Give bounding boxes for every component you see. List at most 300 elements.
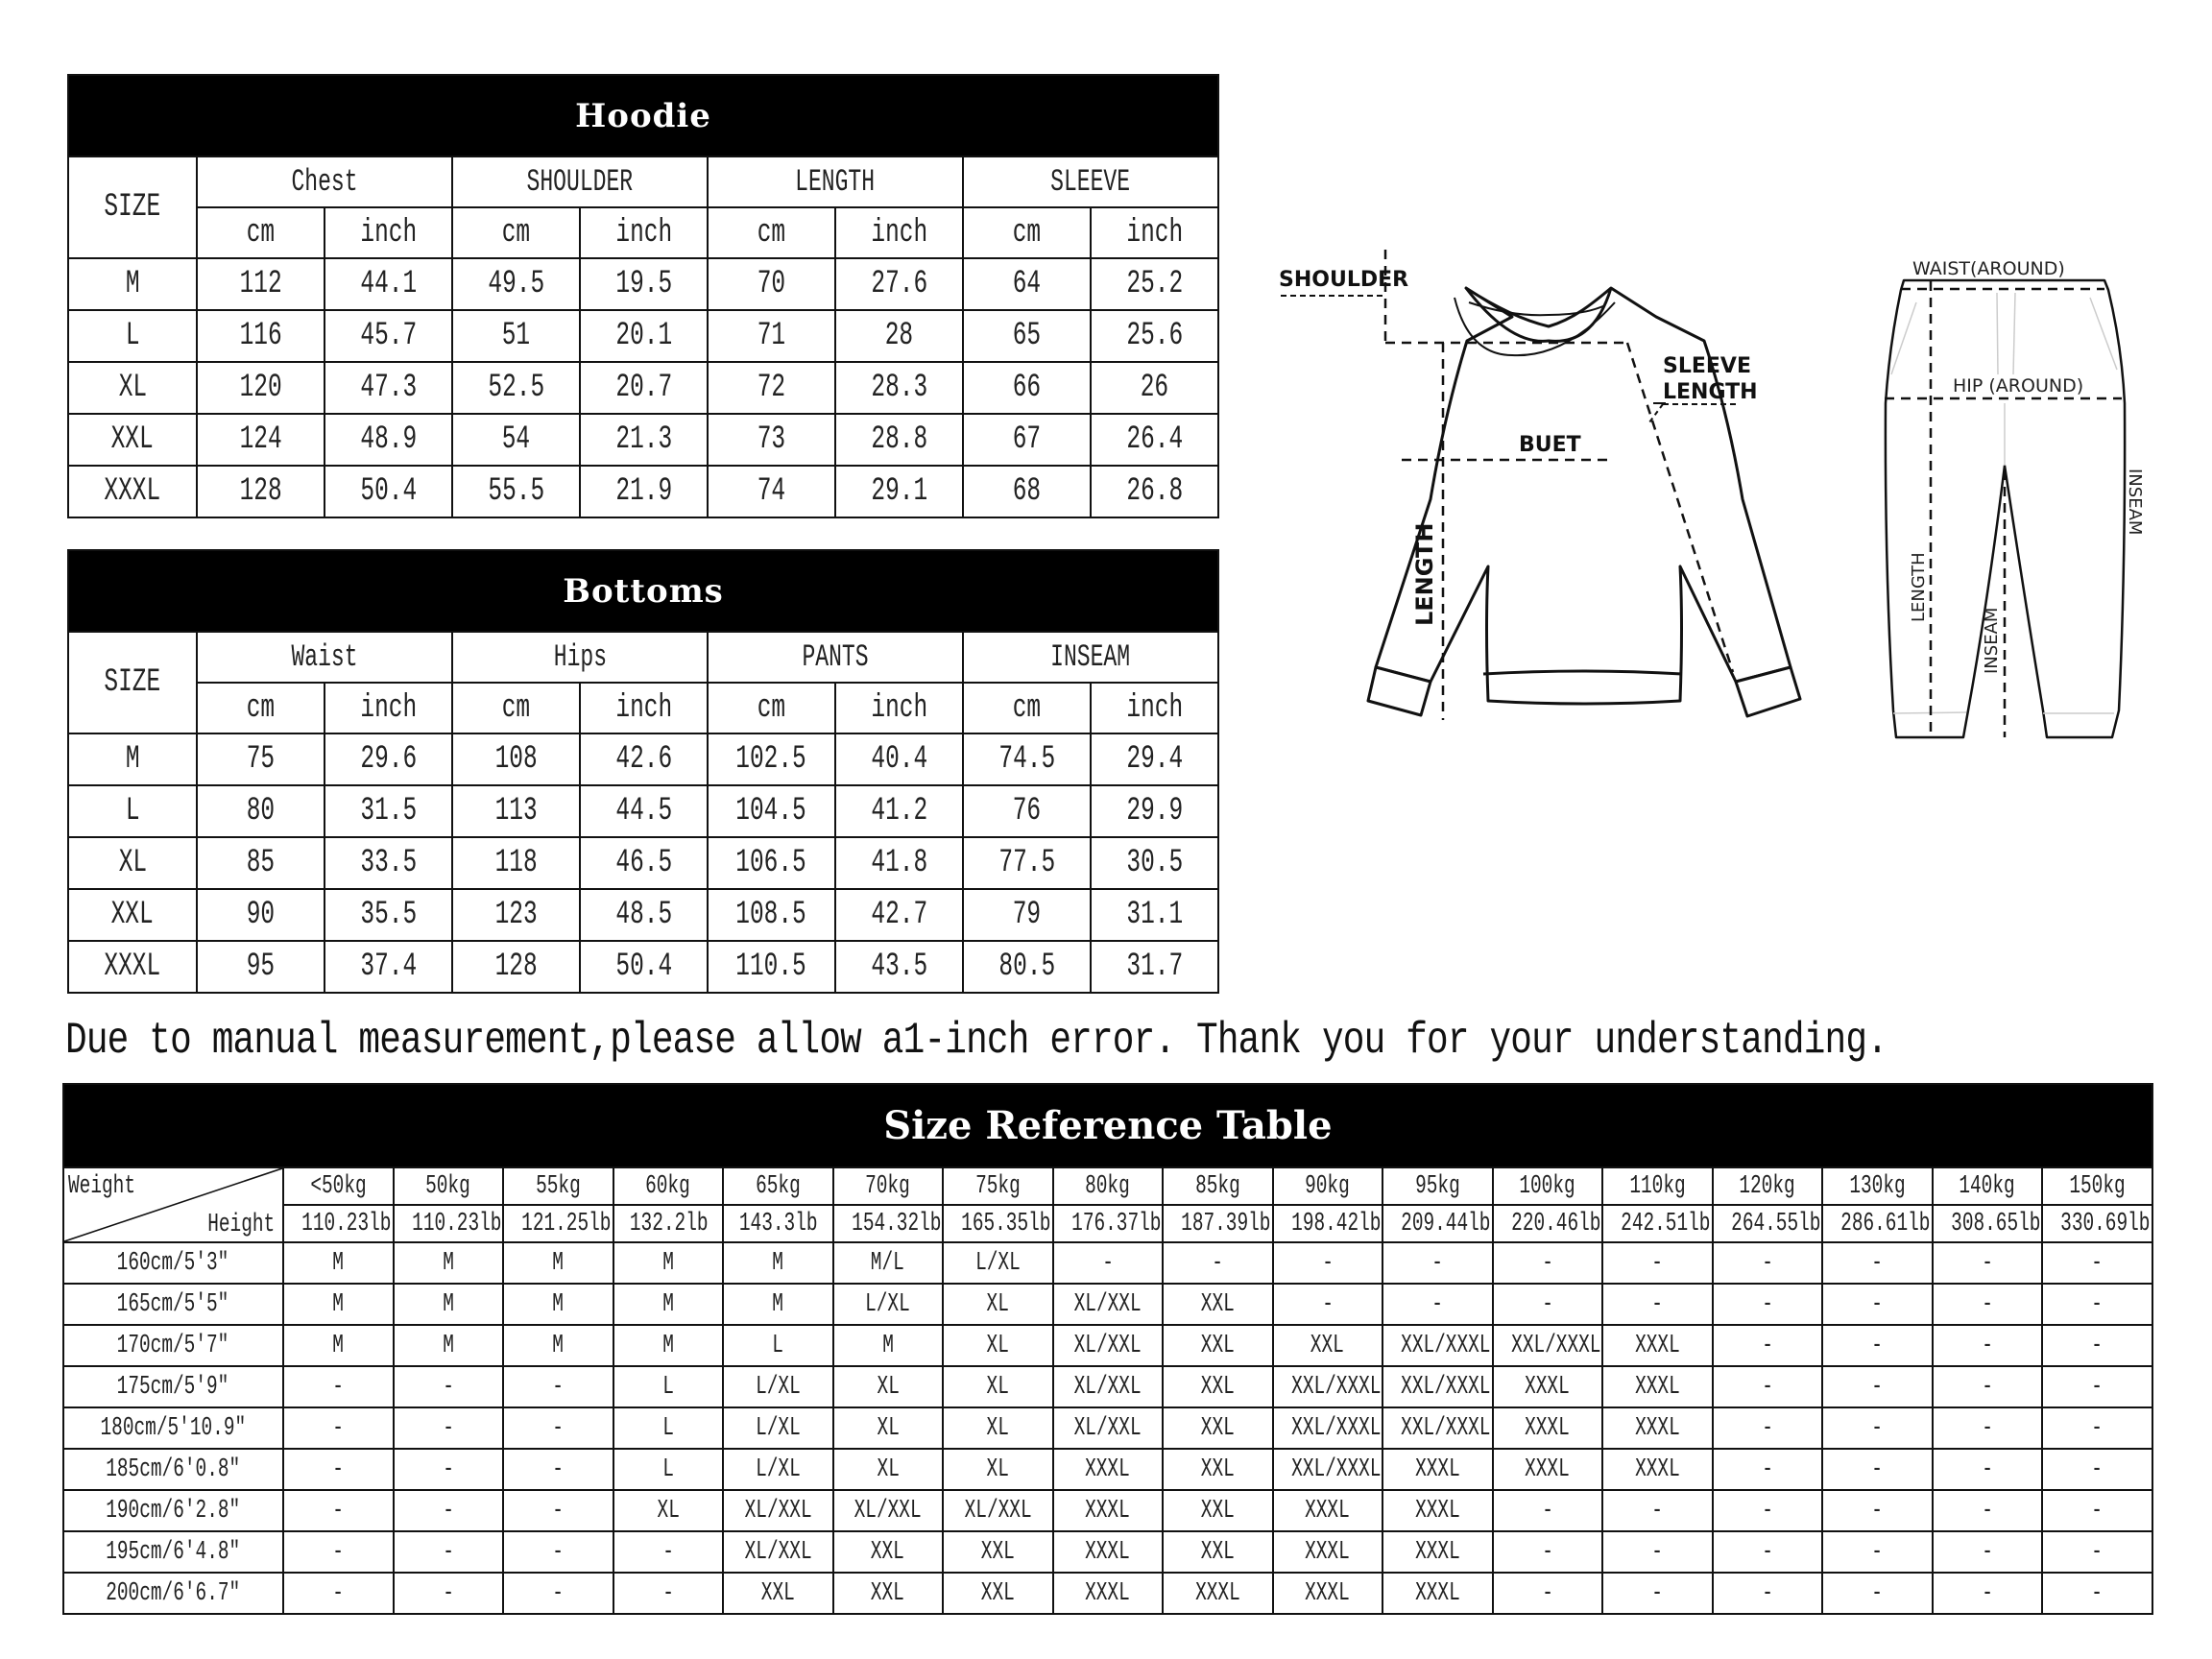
recommended-size-cell: -: [1933, 1325, 2043, 1366]
recommended-size-cell: XL: [943, 1407, 1053, 1449]
recommended-size-cell: XL/XXL: [943, 1490, 1053, 1531]
recommended-size-cell: -: [394, 1449, 504, 1490]
recommended-size-cell: L: [613, 1449, 724, 1490]
recommended-size-cell: M: [394, 1284, 504, 1325]
recommended-size-cell: L: [723, 1325, 833, 1366]
height-cell: 170cm/5'7": [63, 1325, 283, 1366]
recommended-size-cell: XXL: [1163, 1490, 1273, 1531]
table-row: [63, 1366, 2152, 1407]
recommended-size-cell: M: [723, 1284, 833, 1325]
recommended-size-cell: -: [1053, 1242, 1164, 1284]
recommended-size-cell: XL: [833, 1407, 944, 1449]
weight-kg-header: 130kg: [1822, 1167, 1933, 1205]
weight-lb-header: 209.44lb: [1382, 1205, 1493, 1242]
weight-kg-header: 65kg: [723, 1167, 833, 1205]
recommended-size-cell: XXXL: [1273, 1573, 1383, 1614]
recommended-size-cell: XL/XXL: [723, 1531, 833, 1573]
measurement-cell: 108: [452, 733, 580, 785]
measurement-cell: 30.5: [1091, 837, 1218, 889]
recommended-size-cell: M: [503, 1325, 613, 1366]
measurement-cell: 90: [197, 889, 325, 941]
measurement-cell: 25.2: [1091, 258, 1218, 310]
recommended-size-cell: -: [1713, 1242, 1823, 1284]
group-header-hips: Hips: [452, 632, 708, 683]
recommended-size-cell: XL/XXL: [1053, 1366, 1164, 1407]
recommended-size-cell: XXL: [1163, 1366, 1273, 1407]
height-cell: 160cm/5'3": [63, 1242, 283, 1284]
recommended-size-cell: -: [503, 1407, 613, 1449]
recommended-size-cell: XXXL: [1053, 1490, 1164, 1531]
unit-header-cm: cm: [708, 207, 835, 258]
measurement-cell: 50.4: [580, 941, 708, 993]
recommended-size-cell: -: [1273, 1242, 1383, 1284]
table-row: [68, 414, 1218, 466]
recommended-size-cell: -: [1713, 1449, 1823, 1490]
recommended-size-cell: -: [613, 1573, 724, 1614]
recommended-size-cell: -: [283, 1366, 394, 1407]
weight-kg-header: 85kg: [1163, 1167, 1273, 1205]
measurement-cell: 29.9: [1091, 785, 1218, 837]
measurement-cell: 46.5: [580, 837, 708, 889]
recommended-size-cell: -: [503, 1573, 613, 1614]
table-row: [63, 1449, 2152, 1490]
hoodie-table-title: Hoodie: [68, 75, 1218, 156]
table-row: [68, 889, 1218, 941]
label-length: LENGTH: [1411, 522, 1438, 626]
recommended-size-cell: -: [2042, 1284, 2152, 1325]
recommended-size-cell: -: [1713, 1284, 1823, 1325]
recommended-size-cell: XXXL: [1053, 1531, 1164, 1573]
reference-table-title: Size Reference Table: [63, 1084, 2152, 1167]
recommended-size-cell: XXXL: [1053, 1573, 1164, 1614]
measurement-cell: 108.5: [708, 889, 835, 941]
measurement-cell: 21.9: [580, 466, 708, 517]
weight-lb-header: 110.23lb: [283, 1205, 394, 1242]
weight-kg-header: 120kg: [1713, 1167, 1823, 1205]
measurement-cell: 31.7: [1091, 941, 1218, 993]
recommended-size-cell: M: [723, 1242, 833, 1284]
recommended-size-cell: XL/XXL: [1053, 1325, 1164, 1366]
weight-kg-header: 60kg: [613, 1167, 724, 1205]
sweatshirt-measurement-diagram: [1277, 250, 1891, 768]
unit-header-cm: cm: [963, 683, 1091, 733]
measurement-cell: 118: [452, 837, 580, 889]
recommended-size-cell: -: [1822, 1284, 1933, 1325]
recommended-size-cell: -: [1933, 1242, 2043, 1284]
recommended-size-cell: -: [283, 1531, 394, 1573]
recommended-size-cell: -: [1933, 1573, 2043, 1614]
label-hip-around: HIP (AROUND): [1953, 375, 2084, 397]
recommended-size-cell: XXL/XXXL: [1273, 1407, 1383, 1449]
measurement-cell: 27.6: [835, 258, 963, 310]
recommended-size-cell: XXL: [943, 1531, 1053, 1573]
measurement-cell: 44.5: [580, 785, 708, 837]
weight-lb-header: 187.39lb: [1163, 1205, 1273, 1242]
measurement-cell: 106.5: [708, 837, 835, 889]
size-cell: XXXL: [68, 941, 197, 993]
size-cell: XXL: [68, 414, 197, 466]
measurement-cell: 85: [197, 837, 325, 889]
measurement-cell: 31.1: [1091, 889, 1218, 941]
measurement-cell: 73: [708, 414, 835, 466]
label-waist-around: WAIST(AROUND): [1912, 258, 2065, 279]
recommended-size-cell: -: [1933, 1531, 2043, 1573]
measurement-cell: 21.3: [580, 414, 708, 466]
measurement-cell: 33.5: [325, 837, 452, 889]
weight-lb-header: 264.55lb: [1713, 1205, 1823, 1242]
measurement-cell: 31.5: [325, 785, 452, 837]
measurement-cell: 80.5: [963, 941, 1091, 993]
unit-header-cm: cm: [197, 683, 325, 733]
recommended-size-cell: XXL/XXXL: [1382, 1366, 1493, 1407]
recommended-size-cell: XXXL: [1163, 1573, 1273, 1614]
measurement-cell: 47.3: [325, 362, 452, 414]
recommended-size-cell: -: [394, 1407, 504, 1449]
recommended-size-cell: XXXL: [1602, 1407, 1713, 1449]
recommended-size-cell: -: [503, 1449, 613, 1490]
measurement-cell: 19.5: [580, 258, 708, 310]
pants-measurement-diagram: [1882, 250, 2189, 797]
weight-height-corner-cell: [63, 1167, 283, 1242]
measurement-cell: 43.5: [835, 941, 963, 993]
recommended-size-cell: XXXL: [1493, 1407, 1603, 1449]
recommended-size-cell: -: [2042, 1490, 2152, 1531]
recommended-size-cell: -: [1273, 1284, 1383, 1325]
measurement-cell: 28: [835, 310, 963, 362]
weight-kg-header: 110kg: [1602, 1167, 1713, 1205]
recommended-size-cell: -: [2042, 1242, 2152, 1284]
recommended-size-cell: -: [2042, 1531, 2152, 1573]
recommended-size-cell: -: [283, 1407, 394, 1449]
recommended-size-cell: XXL: [1273, 1325, 1383, 1366]
recommended-size-cell: M: [503, 1242, 613, 1284]
weight-lb-header: 198.42lb: [1273, 1205, 1383, 1242]
recommended-size-cell: M: [283, 1242, 394, 1284]
group-header-chest: Chest: [197, 156, 452, 207]
recommended-size-cell: -: [503, 1366, 613, 1407]
unit-header-cm: cm: [452, 683, 580, 733]
measurement-cell: 65: [963, 310, 1091, 362]
recommended-size-cell: XL: [943, 1325, 1053, 1366]
measurement-cell: 29.4: [1091, 733, 1218, 785]
unit-header-cm: cm: [963, 207, 1091, 258]
measurement-cell: 41.8: [835, 837, 963, 889]
table-row: [68, 785, 1218, 837]
recommended-size-cell: -: [503, 1531, 613, 1573]
recommended-size-cell: -: [2042, 1449, 2152, 1490]
measurement-cell: 52.5: [452, 362, 580, 414]
weight-lb-header: 242.51lb: [1602, 1205, 1713, 1242]
unit-header-inch: inch: [1091, 207, 1218, 258]
weight-lb-header: 286.61lb: [1822, 1205, 1933, 1242]
recommended-size-cell: -: [1713, 1531, 1823, 1573]
table-row: [63, 1325, 2152, 1366]
recommended-size-cell: XXXL: [1053, 1449, 1164, 1490]
recommended-size-cell: XXXL: [1602, 1366, 1713, 1407]
recommended-size-cell: -: [1713, 1366, 1823, 1407]
weight-kg-header: 95kg: [1382, 1167, 1493, 1205]
recommended-size-cell: M: [613, 1242, 724, 1284]
recommended-size-cell: XXL/XXXL: [1382, 1407, 1493, 1449]
recommended-size-cell: XL: [943, 1366, 1053, 1407]
measurement-cell: 72: [708, 362, 835, 414]
recommended-size-cell: L/XL: [723, 1407, 833, 1449]
label-inseam-outer: INSEAM: [2125, 469, 2145, 536]
recommended-size-cell: XL: [833, 1449, 944, 1490]
weight-lb-header: 176.37lb: [1053, 1205, 1164, 1242]
recommended-size-cell: -: [1822, 1573, 1933, 1614]
recommended-size-cell: XXL: [943, 1573, 1053, 1614]
group-header-length: LENGTH: [708, 156, 963, 207]
measurement-cell: 95: [197, 941, 325, 993]
recommended-size-cell: -: [394, 1366, 504, 1407]
table-row: [68, 733, 1218, 785]
weight-kg-header: 80kg: [1053, 1167, 1164, 1205]
label-sleeve: SLEEVE: [1663, 354, 1751, 378]
recommended-size-cell: -: [503, 1490, 613, 1531]
recommended-size-cell: -: [1493, 1573, 1603, 1614]
recommended-size-cell: XL/XXL: [723, 1490, 833, 1531]
weight-kg-header: 140kg: [1933, 1167, 2043, 1205]
recommended-size-cell: -: [1602, 1573, 1713, 1614]
measurement-error-note: Due to manual measurement,please allow a1-inch error. Thank you for your understanding.: [65, 1016, 1887, 1066]
recommended-size-cell: -: [1713, 1325, 1823, 1366]
recommended-size-cell: -: [394, 1573, 504, 1614]
recommended-size-cell: XXL: [1163, 1407, 1273, 1449]
measurement-cell: 44.1: [325, 258, 452, 310]
unit-header-cm: cm: [197, 207, 325, 258]
recommended-size-cell: XL/XXL: [1053, 1284, 1164, 1325]
recommended-size-cell: -: [613, 1531, 724, 1573]
recommended-size-cell: -: [1602, 1531, 1713, 1573]
measurement-cell: 42.7: [835, 889, 963, 941]
recommended-size-cell: XXXL: [1602, 1449, 1713, 1490]
corner-weight-label: Weight: [68, 1172, 135, 1201]
group-header-sleeve: SLEEVE: [963, 156, 1218, 207]
table-row: [63, 1284, 2152, 1325]
recommended-size-cell: -: [1933, 1284, 2043, 1325]
weight-kg-header: 70kg: [833, 1167, 944, 1205]
recommended-size-cell: L: [613, 1407, 724, 1449]
measurement-cell: 77.5: [963, 837, 1091, 889]
weight-lb-header: 330.69lb: [2042, 1205, 2152, 1242]
recommended-size-cell: -: [1822, 1531, 1933, 1573]
group-header-waist: Waist: [197, 632, 452, 683]
recommended-size-cell: XXL: [1163, 1531, 1273, 1573]
table-row: [63, 1407, 2152, 1449]
recommended-size-cell: XXXL: [1493, 1449, 1603, 1490]
measurement-cell: 50.4: [325, 466, 452, 517]
measurement-cell: 116: [197, 310, 325, 362]
recommended-size-cell: M: [613, 1325, 724, 1366]
weight-lb-header: 121.25lb: [503, 1205, 613, 1242]
recommended-size-cell: XXL: [833, 1531, 944, 1573]
weight-kg-header: 100kg: [1493, 1167, 1603, 1205]
label-inseam-inner: INSEAM: [1982, 607, 2002, 674]
recommended-size-cell: XL: [943, 1284, 1053, 1325]
height-cell: 185cm/6'0.8": [63, 1449, 283, 1490]
measurement-cell: 124: [197, 414, 325, 466]
recommended-size-cell: -: [394, 1531, 504, 1573]
weight-kg-header: 75kg: [943, 1167, 1053, 1205]
measurement-cell: 37.4: [325, 941, 452, 993]
measurement-cell: 26: [1091, 362, 1218, 414]
recommended-size-cell: -: [1602, 1490, 1713, 1531]
measurement-cell: 123: [452, 889, 580, 941]
size-cell: M: [68, 733, 197, 785]
bottoms-size-table: [67, 549, 1219, 994]
unit-header-cm: cm: [452, 207, 580, 258]
recommended-size-cell: -: [1713, 1573, 1823, 1614]
weight-lb-header: 110.23lb: [394, 1205, 504, 1242]
table-row: [68, 466, 1218, 517]
recommended-size-cell: XL/XXL: [1053, 1407, 1164, 1449]
recommended-size-cell: M: [613, 1284, 724, 1325]
measurement-cell: 28.3: [835, 362, 963, 414]
size-cell: XXXL: [68, 466, 197, 517]
recommended-size-cell: XXL/XXXL: [1273, 1449, 1383, 1490]
measurement-cell: 74: [708, 466, 835, 517]
group-header-shoulder: SHOULDER: [452, 156, 708, 207]
measurement-cell: 80: [197, 785, 325, 837]
unit-header-inch: inch: [835, 207, 963, 258]
size-cell: XXL: [68, 889, 197, 941]
table-row: [68, 310, 1218, 362]
recommended-size-cell: XXXL: [1493, 1366, 1603, 1407]
recommended-size-cell: -: [1163, 1242, 1273, 1284]
recommended-size-cell: -: [1822, 1449, 1933, 1490]
recommended-size-cell: XXL/XXXL: [1493, 1325, 1603, 1366]
table-row: [63, 1242, 2152, 1284]
measurement-cell: 20.1: [580, 310, 708, 362]
measurement-cell: 40.4: [835, 733, 963, 785]
recommended-size-cell: -: [1822, 1325, 1933, 1366]
measurement-cell: 42.6: [580, 733, 708, 785]
recommended-size-cell: -: [283, 1573, 394, 1614]
measurement-cell: 79: [963, 889, 1091, 941]
recommended-size-cell: -: [1822, 1490, 1933, 1531]
weight-kg-header: 150kg: [2042, 1167, 2152, 1205]
measurement-cell: 104.5: [708, 785, 835, 837]
weight-kg-header: 50kg: [394, 1167, 504, 1205]
unit-header-inch: inch: [580, 207, 708, 258]
recommended-size-cell: -: [1933, 1490, 2043, 1531]
recommended-size-cell: XXXL: [1382, 1573, 1493, 1614]
measurement-cell: 55.5: [452, 466, 580, 517]
table-row: [68, 941, 1218, 993]
table-row: [68, 362, 1218, 414]
hoodie-size-table: [67, 74, 1219, 518]
recommended-size-cell: XXXL: [1602, 1325, 1713, 1366]
size-cell: L: [68, 310, 197, 362]
weight-lb-header: 308.65lb: [1933, 1205, 2043, 1242]
measurement-cell: 71: [708, 310, 835, 362]
recommended-size-cell: M: [833, 1325, 944, 1366]
recommended-size-cell: M: [503, 1284, 613, 1325]
recommended-size-cell: -: [2042, 1325, 2152, 1366]
recommended-size-cell: XXXL: [1382, 1449, 1493, 1490]
recommended-size-cell: XL: [613, 1490, 724, 1531]
recommended-size-cell: -: [1822, 1407, 1933, 1449]
measurement-cell: 75: [197, 733, 325, 785]
unit-header-cm: cm: [708, 683, 835, 733]
height-cell: 200cm/6'6.7": [63, 1573, 283, 1614]
measurement-cell: 29.6: [325, 733, 452, 785]
measurement-cell: 49.5: [452, 258, 580, 310]
recommended-size-cell: -: [1713, 1490, 1823, 1531]
recommended-size-cell: -: [1602, 1284, 1713, 1325]
weight-lb-header: 143.3lb: [723, 1205, 833, 1242]
recommended-size-cell: -: [1933, 1449, 2043, 1490]
recommended-size-cell: XXL: [1163, 1449, 1273, 1490]
recommended-size-cell: -: [2042, 1407, 2152, 1449]
height-cell: 195cm/6'4.8": [63, 1531, 283, 1573]
recommended-size-cell: -: [1602, 1242, 1713, 1284]
label-shoulder: SHOULDER: [1279, 268, 1409, 292]
measurement-cell: 68: [963, 466, 1091, 517]
recommended-size-cell: -: [394, 1490, 504, 1531]
recommended-size-cell: L/XL: [723, 1366, 833, 1407]
height-cell: 175cm/5'9": [63, 1366, 283, 1407]
corner-height-label: Height: [207, 1211, 275, 1239]
recommended-size-cell: -: [2042, 1366, 2152, 1407]
recommended-size-cell: -: [1713, 1407, 1823, 1449]
measurement-cell: 112: [197, 258, 325, 310]
recommended-size-cell: XXL/XXXL: [1273, 1366, 1383, 1407]
recommended-size-cell: XL/XXL: [833, 1490, 944, 1531]
unit-header-inch: inch: [325, 207, 452, 258]
recommended-size-cell: XXL: [1163, 1325, 1273, 1366]
size-cell: L: [68, 785, 197, 837]
table-row: [63, 1531, 2152, 1573]
recommended-size-cell: M: [283, 1284, 394, 1325]
measurement-cell: 48.9: [325, 414, 452, 466]
size-cell: XL: [68, 362, 197, 414]
unit-header-inch: inch: [580, 683, 708, 733]
table-row: [63, 1573, 2152, 1614]
recommended-size-cell: -: [2042, 1573, 2152, 1614]
recommended-size-cell: XL: [943, 1449, 1053, 1490]
measurement-cell: 29.1: [835, 466, 963, 517]
recommended-size-cell: -: [1493, 1531, 1603, 1573]
measurement-cell: 113: [452, 785, 580, 837]
recommended-size-cell: M: [283, 1325, 394, 1366]
recommended-size-cell: -: [1493, 1242, 1603, 1284]
unit-header-inch: inch: [1091, 683, 1218, 733]
recommended-size-cell: -: [1822, 1366, 1933, 1407]
unit-header-inch: inch: [835, 683, 963, 733]
weight-kg-header: <50kg: [283, 1167, 394, 1205]
measurement-cell: 128: [452, 941, 580, 993]
recommended-size-cell: -: [1493, 1284, 1603, 1325]
label-pants-length: LENGTH: [1909, 552, 1929, 622]
recommended-size-cell: XXXL: [1382, 1490, 1493, 1531]
weight-lb-header: 154.32lb: [833, 1205, 944, 1242]
size-cell: M: [68, 258, 197, 310]
measurement-cell: 26.8: [1091, 466, 1218, 517]
label-sleeve-length: LENGTH: [1663, 380, 1758, 404]
measurement-cell: 102.5: [708, 733, 835, 785]
weight-kg-header: 55kg: [503, 1167, 613, 1205]
unit-header-inch: inch: [325, 683, 452, 733]
group-header-inseam: INSEAM: [963, 632, 1218, 683]
measurement-cell: 74.5: [963, 733, 1091, 785]
recommended-size-cell: -: [283, 1490, 394, 1531]
measurement-cell: 51: [452, 310, 580, 362]
recommended-size-cell: -: [1382, 1284, 1493, 1325]
height-cell: 190cm/6'2.8": [63, 1490, 283, 1531]
recommended-size-cell: L/XL: [723, 1449, 833, 1490]
